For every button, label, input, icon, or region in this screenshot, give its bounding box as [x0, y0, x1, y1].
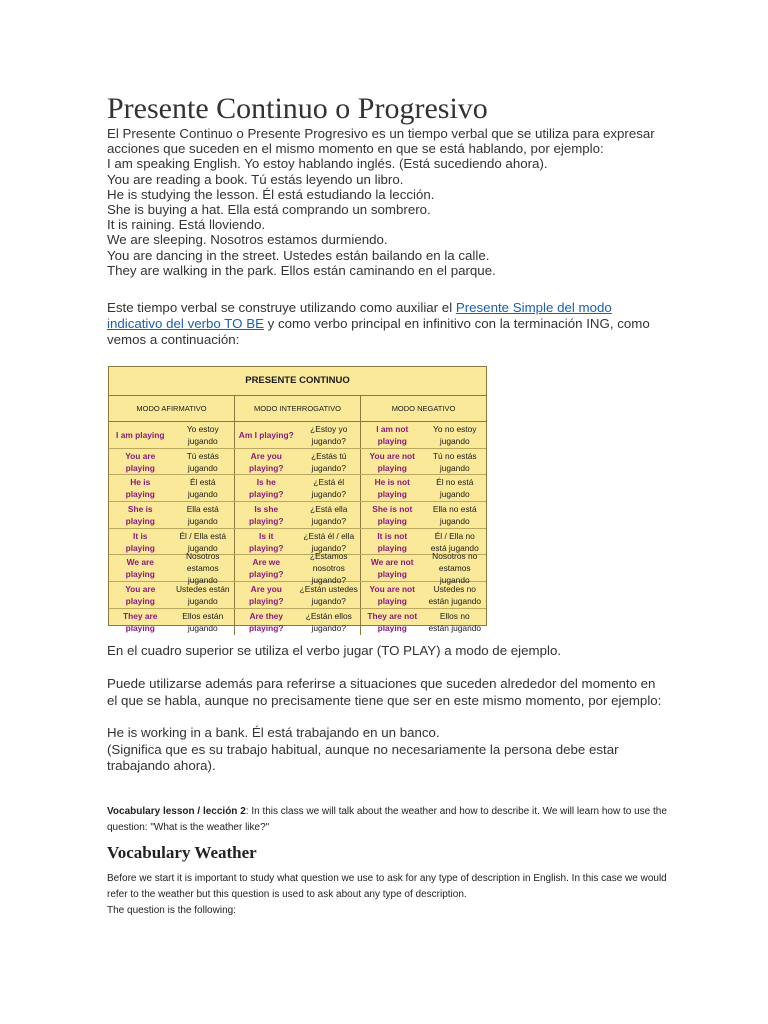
- english-form: We are playing: [125, 557, 155, 580]
- also-paragraph: Puede utilizarse además para referirse a situaciones que suceden alrededor del momento en el que se habla, aunque no precisamente tiene que ser en este mismo momento, por ejemplo:: [107, 676, 662, 708]
- table-row: [109, 609, 486, 635]
- example-line: He is working in a bank. Él está trabajando en un banco.: [107, 725, 440, 740]
- english-form: Is she playing?: [249, 503, 284, 526]
- intro-line: It is raining. Está lloviendo.: [107, 217, 266, 233]
- table-cell: [235, 422, 361, 448]
- spanish-translation: Ellos están jugando: [182, 610, 224, 633]
- construct-text-after: y como verbo principal en infinitivo con la terminación ING, como vemos a continuación:: [107, 316, 650, 347]
- closing-line: Before we start it is important to study what question we use to ask for any type of description in English. In this case we would refer to the weather but this question is used to ask about any type of description.: [107, 873, 667, 900]
- spanish-translation: Él / Ella está jugando: [179, 530, 227, 553]
- page-title: Presente Continuo o Progresivo: [107, 92, 488, 125]
- table-row: [109, 449, 486, 476]
- table-row: [109, 582, 486, 609]
- table-row: [109, 551, 486, 586]
- intro-line: El Presente Continuo o Presente Progresivo es un tiempo verbal que se utiliza para expresar acciones que suceden en el mismo momento en que se está hablando, por ejemplo:: [107, 126, 655, 157]
- intro-line: She is buying a hat. Ella está comprando un sombrero.: [107, 202, 431, 218]
- english-form: Are they playing?: [249, 610, 284, 633]
- english-form: They are playing: [123, 610, 158, 633]
- table-cell: [235, 609, 361, 635]
- spanish-translation: Ustedes están jugando: [175, 583, 230, 606]
- spanish-translation: Tú estás jugando: [186, 450, 219, 473]
- english-form: They are not playing: [367, 610, 418, 633]
- spanish-translation: Ustedes no están jugando: [428, 583, 482, 606]
- closing-line: The question is the following:: [107, 905, 236, 916]
- table-mode-header: [109, 396, 486, 422]
- intro-line: You are dancing in the street. Ustedes están bailando en la calle.: [107, 247, 490, 263]
- spanish-translation: Nosotros estamos jugando: [185, 551, 220, 586]
- table-cell: [235, 582, 361, 608]
- spanish-translation: Ella está jugando: [186, 503, 219, 526]
- spanish-translation: Yo estoy jugando: [186, 423, 219, 446]
- vocabulary-intro: [107, 804, 667, 836]
- table-note: En el cuadro superior se utiliza el verbo jugar (TO PLAY) a modo de ejemplo.: [107, 643, 562, 658]
- to-be-link[interactable]: Presente Simple del modo indicativo del verbo TO BE: [107, 300, 612, 331]
- vocabulary-label: Vocabulary lesson / lección 2: [107, 806, 246, 817]
- english-form: Are we playing?: [249, 557, 284, 580]
- intro-line: They are walking in the park. Ellos están caminando en el parque.: [107, 262, 496, 278]
- vocabulary-text: : In this class we will talk about the weather and how to describe it. We will learn how to use the question: "What is the weather like?": [107, 806, 667, 833]
- english-form: He is playing: [125, 477, 155, 500]
- english-form: You are playing: [125, 450, 156, 473]
- intro-line: You are reading a book. Tú estás leyendo un libro.: [107, 171, 404, 187]
- table-cell: [109, 502, 235, 528]
- english-form: I am not playing: [376, 423, 409, 446]
- english-form: Are you playing?: [249, 583, 284, 606]
- table-row: [109, 422, 486, 449]
- intro-line: I am speaking English. Yo estoy hablando inglés. (Está sucediendo ahora).: [107, 156, 548, 172]
- spanish-translation: ¿Está él / ella jugando?: [303, 530, 355, 553]
- table-cell: [109, 449, 235, 475]
- table-cell: [361, 551, 486, 586]
- table-row: [109, 475, 486, 502]
- table-cell: [235, 449, 361, 475]
- spanish-translation: Él / Ella no está jugando: [430, 530, 479, 553]
- table-cell: [235, 551, 361, 586]
- english-form: Am I playing?: [238, 429, 294, 440]
- table-cell: [109, 551, 235, 586]
- table-title: PRESENTE CONTINUO: [109, 367, 486, 396]
- mode-header: MODO INTERROGATIVO: [235, 396, 361, 421]
- english-form: He is not playing: [374, 477, 410, 500]
- table-cell: [361, 449, 486, 475]
- mode-header: MODO NEGATIVO: [391, 403, 456, 413]
- construct-paragraph: [107, 300, 667, 348]
- table-cell: [361, 422, 486, 448]
- spanish-translation: Tú no estás jugando: [432, 450, 477, 473]
- english-form: You are not playing: [369, 450, 415, 473]
- spanish-translation: ¿Estás tú jugando?: [311, 450, 347, 473]
- table-cell: [109, 609, 235, 635]
- table-row: [109, 502, 486, 529]
- table-cell: [109, 422, 235, 448]
- english-form: We are not playing: [370, 557, 414, 580]
- english-form: Is it playing?: [249, 530, 284, 553]
- english-form: You are not playing: [369, 583, 415, 606]
- table-cell: [361, 609, 486, 635]
- spanish-translation: ¿Está ella jugando?: [310, 503, 348, 526]
- english-form: I am playing: [116, 429, 165, 440]
- conjugation-table-figure: [108, 366, 487, 633]
- table-cell: [109, 475, 235, 501]
- table-cell: [109, 582, 235, 608]
- intro-line: We are sleeping. Nosotros estamos durmiendo.: [107, 232, 388, 248]
- spanish-translation: ¿Está él jugando?: [311, 477, 346, 500]
- closing-paragraph: [107, 871, 667, 919]
- spanish-translation: ¿Estamos nosotros jugando?: [309, 551, 348, 586]
- table-cell: [235, 475, 361, 501]
- spanish-translation: Nosotros no estamos jugando: [432, 551, 478, 586]
- spanish-translation: ¿Están ustedes jugando?: [299, 583, 358, 606]
- english-form: Is he playing?: [249, 477, 284, 500]
- intro-line: He is studying the lesson. Él está estudiando la lección.: [107, 186, 435, 202]
- spanish-translation: Yo no estoy jugando: [433, 423, 477, 446]
- spanish-translation: ¿Estoy yo jugando?: [310, 423, 348, 446]
- spanish-translation: Él no está jugando: [436, 477, 474, 500]
- example-paragraph: [107, 725, 667, 775]
- spanish-translation: Ella no está jugando: [432, 503, 477, 526]
- english-form: She is playing: [125, 503, 155, 526]
- english-form: She is not playing: [372, 503, 413, 526]
- conjugation-table: [108, 366, 487, 633]
- table-cell: [361, 475, 486, 501]
- english-form: It is not playing: [377, 530, 408, 553]
- table-body: [109, 422, 486, 635]
- mode-header: MODO AFIRMATIVO: [109, 396, 235, 421]
- example-line: (Significa que es su trabajo habitual, aunque no necesariamente la persona debe estar trabajando ahora).: [107, 741, 619, 773]
- english-form: You are playing: [125, 583, 156, 606]
- table-cell: [361, 502, 486, 528]
- table-cell: [361, 582, 486, 608]
- english-form: Are you playing?: [249, 450, 284, 473]
- english-form: It is playing: [125, 530, 155, 553]
- spanish-translation: ¿Están ellos jugando?: [305, 610, 352, 633]
- spanish-translation: Ellos no están jugando: [428, 610, 482, 633]
- vocabulary-heading: Vocabulary Weather: [107, 843, 257, 862]
- spanish-translation: Él está jugando: [187, 477, 218, 500]
- table-cell: [235, 502, 361, 528]
- construct-text-before: Este tiempo verbal se construye utilizando como auxiliar el: [107, 300, 456, 315]
- intro-paragraph: [107, 126, 667, 278]
